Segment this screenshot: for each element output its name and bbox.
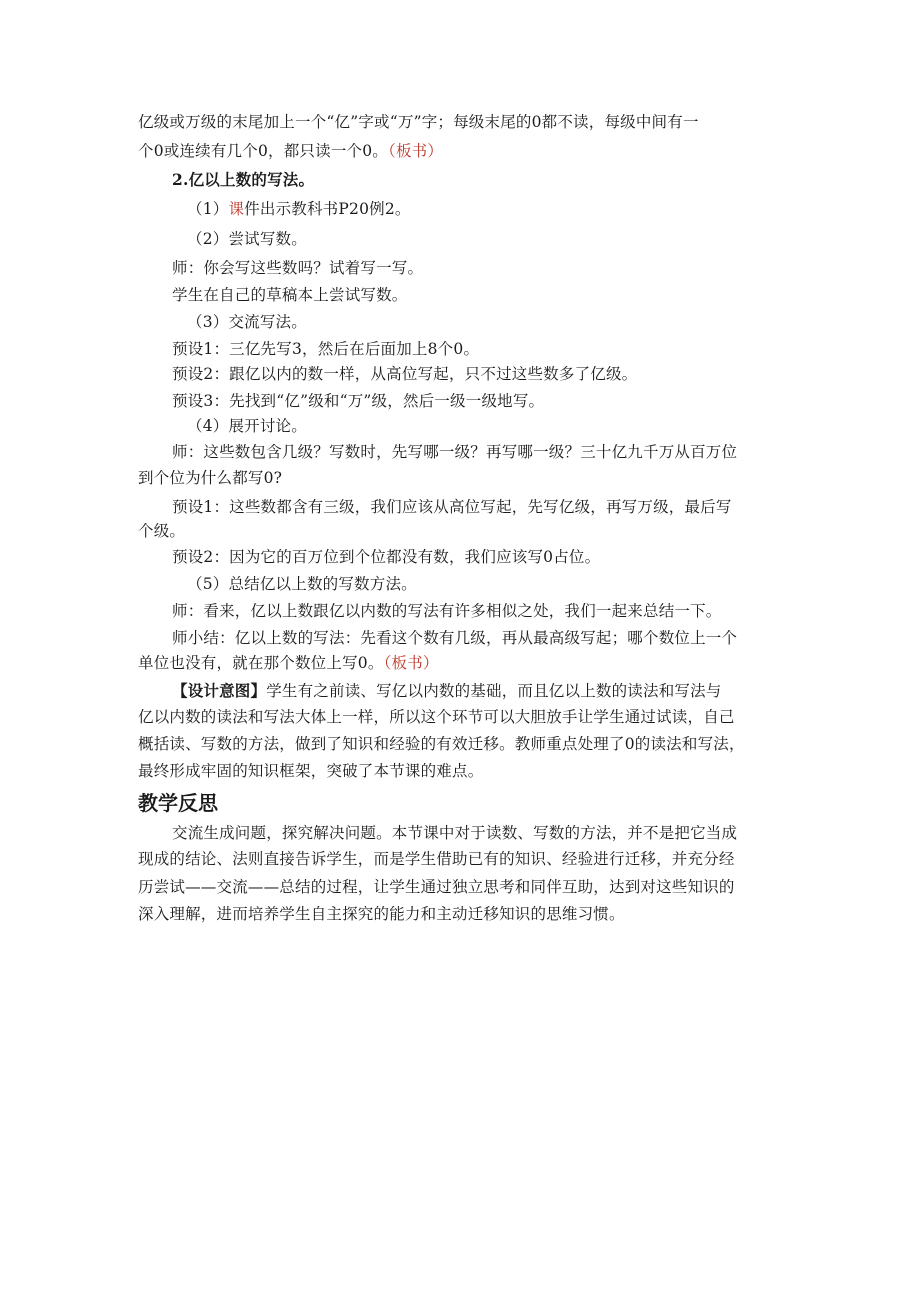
design-intent-4: 最终形成牢固的知识框架，突破了本节课的难点。 [138, 762, 484, 780]
design-intent-2: 亿以内数的读法和写法大体上一样，所以这个环节可以大胆放手让学生通过试读，自己 [138, 708, 735, 726]
student-line-1: 学生在自己的草稿本上尝试写数。 [172, 286, 408, 304]
design-label: 【设计意图】 [172, 681, 267, 700]
step-4: （4）展开讨论。 [187, 417, 307, 435]
teacher-line-2a: 师：这些数包含几级？写数时，先写哪一级？再写哪一级？三十亿九千万从百万位 [172, 443, 738, 461]
courseware-mark: 课 [228, 200, 245, 218]
board-note-2: （板书） [383, 654, 439, 672]
step-3: （3）交流写法。 [187, 313, 307, 331]
step-1-text: 件出示教科书P20例2。 [244, 200, 411, 218]
section-2-title: 2.亿以上数的写法。 [172, 170, 315, 189]
intro-line-2 [138, 140, 443, 162]
teacher-summary-1: 师小结：亿以上数的写法：先看这个数有几级，再从最高级写起；哪个数位上一个 [172, 629, 738, 647]
intro-line-1: 亿级或万级的末尾加上一个“亿”字或“万”字；每级末尾的0都不读，每级中间有一 [138, 113, 699, 131]
preset-4a: 预设1：这些数都含有三级，我们应该从高位写起，先写亿级，再写万级，最后写 [172, 498, 732, 516]
step-1-number: （1） [187, 200, 229, 218]
teacher-summary-2 [138, 652, 439, 674]
step-2: （2）尝试写数。 [187, 230, 307, 248]
design-text-1: 学生有之前读、写亿以内数的基础，而且亿以上数的读法和写法与 [266, 682, 722, 700]
preset-1: 预设1：三亿先写3，然后在后面加上8个0。 [172, 340, 480, 358]
reflection-line-2: 现成的结论、法则直接告诉学生，而是学生借助已有的知识、经验进行迁移，并充分经 [138, 850, 735, 868]
teacher-line-1: 师：你会写这些数吗？试着写一写。 [172, 259, 424, 277]
reflection-line-1: 交流生成问题，探究解决问题。本节课中对于读数、写数的方法，并不是把它当成 [172, 824, 738, 842]
preset-2: 预设2：跟亿以内的数一样，从高位写起，只不过这些数多了亿级。 [172, 365, 638, 383]
board-note: （板书） [388, 142, 444, 160]
design-intent-3: 概括读、写数的方法，做到了知识和经验的有效迁移。教师重点处理了0的读法和写法， [138, 735, 745, 753]
summary-text: 单位也没有，就在那个数位上写0。 [138, 654, 384, 672]
step-5: （5）总结亿以上数的写数方法。 [187, 575, 417, 593]
reflection-line-4: 深入理解，进而培养学生自主探究的能力和主动迁移知识的思维习惯。 [138, 905, 625, 923]
preset-4b: 个级。 [138, 522, 186, 540]
teacher-line-3: 师：看来，亿以上数跟亿以内数的写法有许多相似之处，我们一起来总结一下。 [172, 602, 722, 620]
teacher-line-2b: 到个位为什么都写0? [138, 469, 283, 487]
design-intent-1 [172, 680, 722, 702]
intro-text: 个0或连续有几个0，都只读一个0。 [138, 142, 388, 160]
reflection-heading: 教学反思 [138, 791, 218, 815]
reflection-line-3: 历尝试——交流——总结的过程，让学生通过独立思考和同伴互助，达到对这些知识的 [138, 878, 735, 896]
preset-3: 预设3：先找到“亿”级和“万”级，然后一级一级地写。 [172, 392, 545, 410]
step-1 [187, 198, 411, 220]
preset-5: 预设2：因为它的百万位到个位都没有数，我们应该写0占位。 [172, 548, 601, 566]
